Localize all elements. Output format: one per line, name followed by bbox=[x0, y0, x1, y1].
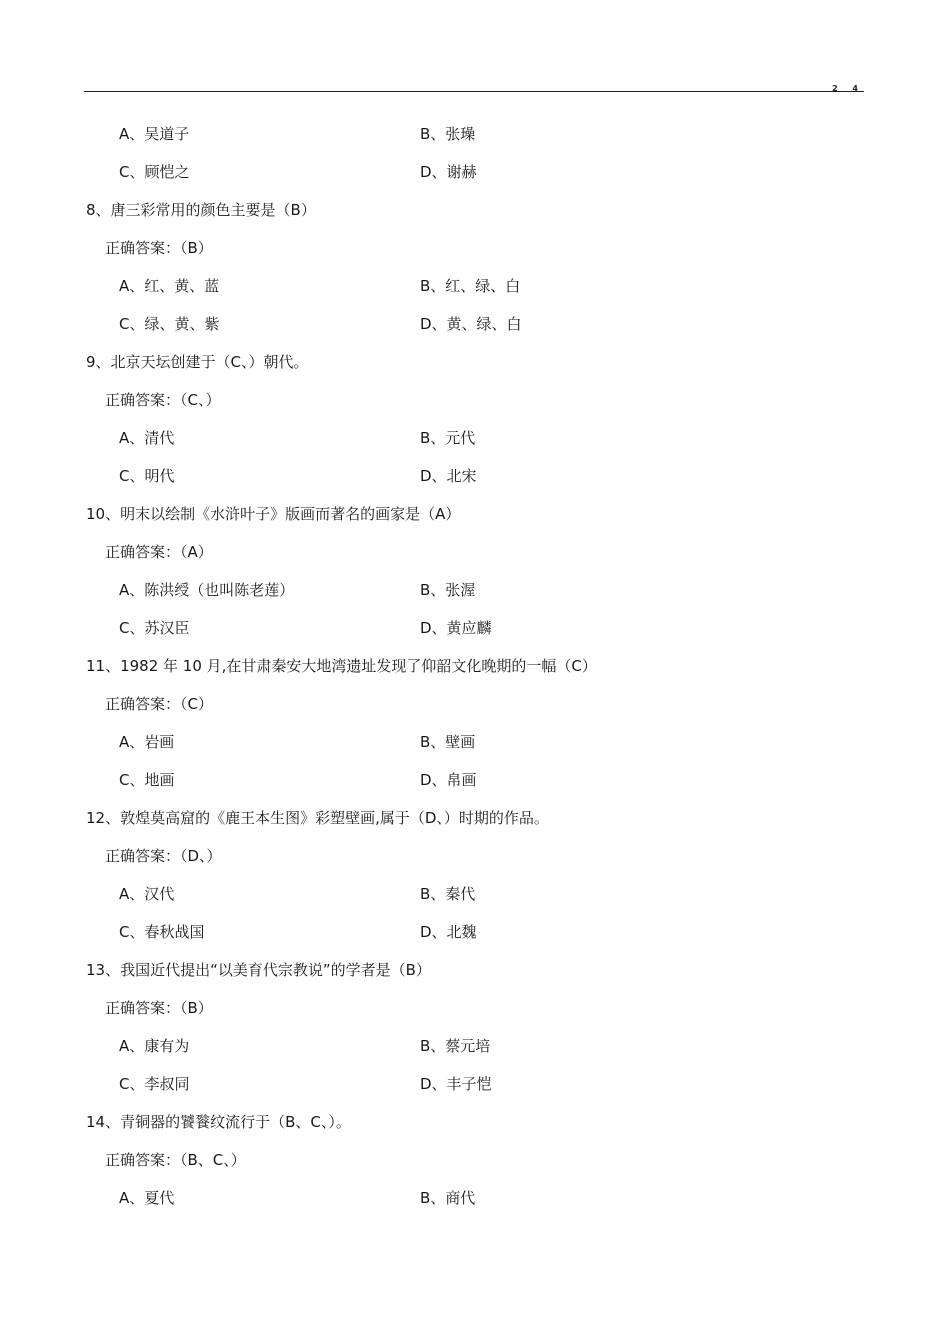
question-text: 13、我国近代提出“以美育代宗教说”的学者是（B） bbox=[86, 961, 431, 979]
question-list bbox=[0, 115, 950, 1217]
option-row bbox=[0, 115, 950, 153]
option-row bbox=[0, 153, 950, 191]
option-row bbox=[0, 761, 950, 799]
question-text: 12、敦煌莫高窟的《鹿王本生图》彩塑壁画,属于（D、）时期的作品。 bbox=[86, 809, 549, 827]
option-right: D、黄、绿、白 bbox=[420, 315, 522, 333]
option-row bbox=[0, 1179, 950, 1217]
option-row bbox=[0, 1065, 950, 1103]
correct-answer: 正确答案：（B） bbox=[105, 239, 213, 257]
option-left: A、陈洪绶（也叫陈老莲） bbox=[119, 581, 295, 599]
option-left: C、苏汉臣 bbox=[119, 619, 190, 637]
question-text: 11、1982 年 10 月,在甘肃秦安大地湾遗址发现了仰韶文化晚期的一幅（C） bbox=[86, 657, 597, 675]
option-right: D、北魏 bbox=[420, 923, 477, 941]
question-text: 14、青铜器的饕餮纹流行于（B、C、）。 bbox=[86, 1113, 351, 1131]
option-left: C、地画 bbox=[119, 771, 175, 789]
option-left: A、岩画 bbox=[119, 733, 175, 751]
question-text: 10、明末以绘制《水浒叶子》版画而著名的画家是（A） bbox=[86, 505, 461, 523]
option-left: A、清代 bbox=[119, 429, 175, 447]
option-right: D、丰子恺 bbox=[420, 1075, 492, 1093]
option-row bbox=[0, 571, 950, 609]
correct-answer: 正确答案：（D、） bbox=[105, 847, 222, 865]
option-right: B、秦代 bbox=[420, 885, 476, 903]
option-right: B、张渥 bbox=[420, 581, 476, 599]
option-row bbox=[0, 875, 950, 913]
option-row bbox=[0, 305, 950, 343]
option-left: C、明代 bbox=[119, 467, 175, 485]
option-right: B、壁画 bbox=[420, 733, 476, 751]
option-left: A、吴道子 bbox=[119, 125, 190, 143]
option-left: C、绿、黄、紫 bbox=[119, 315, 220, 333]
option-left: A、康有为 bbox=[119, 1037, 190, 1055]
correct-answer: 正确答案：（B） bbox=[105, 999, 213, 1017]
option-left: A、汉代 bbox=[119, 885, 175, 903]
option-left: C、顾恺之 bbox=[119, 163, 190, 181]
option-row bbox=[0, 267, 950, 305]
option-right: B、商代 bbox=[420, 1189, 476, 1207]
option-right: D、帛画 bbox=[420, 771, 477, 789]
option-right: B、元代 bbox=[420, 429, 476, 447]
question-text: 9、北京天坛创建于（C、）朝代。 bbox=[86, 353, 309, 371]
option-left: C、李叔同 bbox=[119, 1075, 190, 1093]
option-right: B、红、绿、白 bbox=[420, 277, 521, 295]
option-left: C、春秋战国 bbox=[119, 923, 205, 941]
correct-answer: 正确答案：（C、） bbox=[105, 391, 221, 409]
option-left: A、红、黄、蓝 bbox=[119, 277, 220, 295]
option-left: A、夏代 bbox=[119, 1189, 175, 1207]
correct-answer: 正确答案：（B、C、） bbox=[105, 1151, 246, 1169]
option-right: B、蔡元培 bbox=[420, 1037, 491, 1055]
header-rule bbox=[84, 91, 864, 92]
option-row bbox=[0, 457, 950, 495]
option-right: D、北宋 bbox=[420, 467, 477, 485]
correct-answer: 正确答案：（A） bbox=[105, 543, 213, 561]
page-number: 2 4 bbox=[832, 84, 864, 93]
option-row bbox=[0, 609, 950, 647]
option-right: B、张璪 bbox=[420, 125, 476, 143]
correct-answer: 正确答案：（C） bbox=[105, 695, 213, 713]
option-row bbox=[0, 419, 950, 457]
option-row bbox=[0, 913, 950, 951]
option-right: D、谢赫 bbox=[420, 163, 477, 181]
option-right: D、黄应麟 bbox=[420, 619, 492, 637]
question-text: 8、唐三彩常用的颜色主要是（B） bbox=[86, 201, 316, 219]
option-row bbox=[0, 1027, 950, 1065]
option-row bbox=[0, 723, 950, 761]
